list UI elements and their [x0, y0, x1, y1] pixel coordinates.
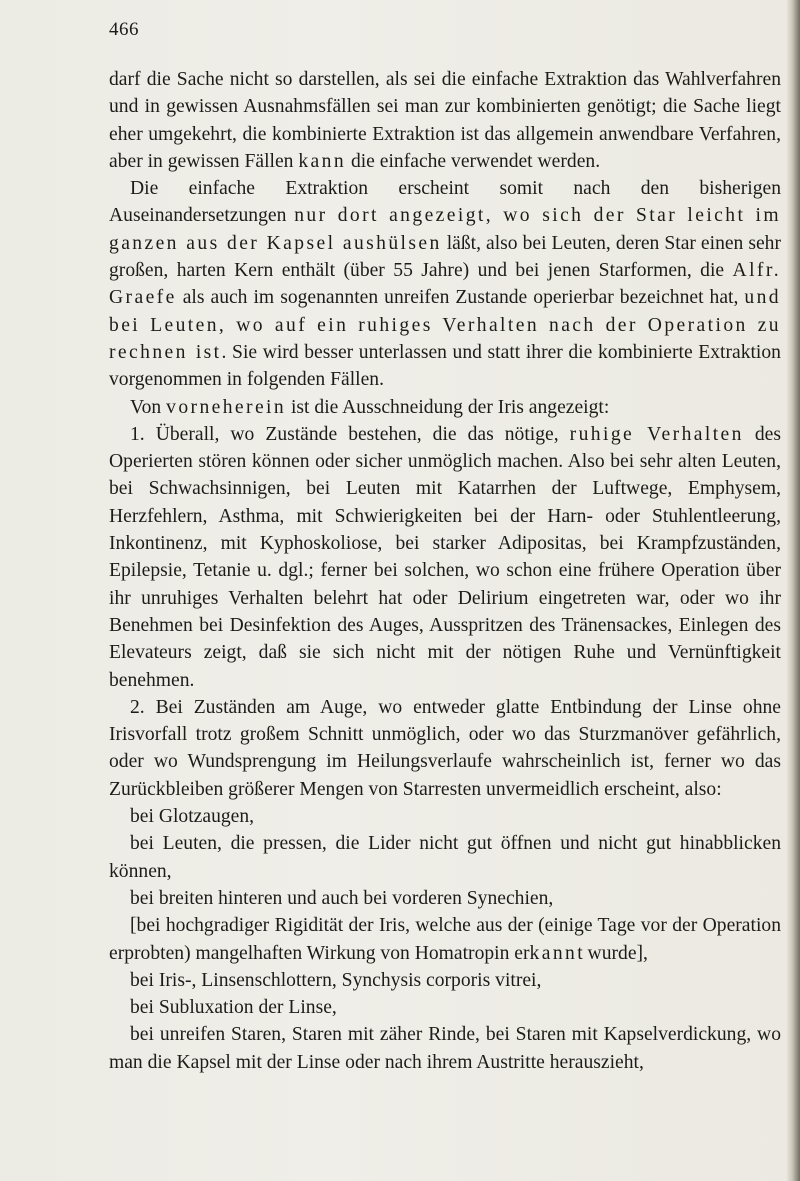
emphasis: Alfr. Graefe: [109, 260, 781, 309]
emphasis: kann: [529, 942, 578, 964]
list-item: bei Iris-, Linsenschlottern, Synchysis corporis vitrei,: [130, 969, 542, 991]
list-item: bei Leuten, die pressen, die Lider nicht gut öffnen und nicht gut hinabblicken können,: [109, 833, 781, 882]
list-item: bei Glotzaugen,: [130, 806, 255, 828]
list-item: bei Subluxation der Linse,: [130, 997, 337, 1019]
page-edge-shadow: [786, 0, 800, 1181]
list-item: 1. Überall, wo Zustände bestehen, die das nötige, ruhige Verhalten des Operierten stören können oder sicher unmöglich machen. Also bei sehr alten Leuten, bei Schwachsinnigen, bei Leuten mit Katarrhen der Luftwege, Emphysem, Herzfehlern, Asthma, mit Schwierigkeiten bei der Harn- oder Stuhlentleerung, Inkontinenz, mit Kyphoskoliose, bei starker Adipositas, bei Krampfzuständen, Epilepsie, Tetanie u. dgl.; ferner bei solchen, wo schon eine frühere Operation über ihr unruhiges Verhalten belehrt hat oder Delirium eingetreten war, oder wo ihr Benehmen bei Desinfektion des Auges, Ausspritzen des Tränensackes, Einlegen des Elevateurs zeigt, daß sie sich nicht mit der nötigen Ruhe und Vernünftigkeit benehmen.: [109, 423, 781, 691]
emphasis: ruhige Verhalten: [569, 423, 744, 445]
list-item: 2. Bei Zuständen am Auge, wo entweder glatte Entbindung der Linse ohne Irisvorfall trotz großem Schnitt unmöglich, oder wo das Sturzmanöver gefährlich, oder wo Wundsprengung im Heilungsverlaufe wahrscheinlich ist, ferner wo das Zurückbleiben größerer Mengen von Starresten unvermeidlich erscheint, also:: [109, 696, 781, 800]
list-item: bei unreifen Staren, Staren mit zäher Rinde, bei Staren mit Kapselverdickung, wo man die Kapsel mit der Linse oder nach ihrem Austritte herauszieht,: [109, 1024, 781, 1073]
emphasis: vorneherein: [166, 396, 287, 418]
body-text: [109, 66, 781, 1076]
emphasis: und bei Leuten, wo auf ein ruhiges Verhalten nach der Operation zu rechnen ist: [109, 287, 781, 363]
emphasis: kann: [298, 150, 347, 172]
paragraph: Von vorneherein ist die Ausschneidung der Iris angezeigt:: [130, 396, 610, 418]
list-item: [bei hochgradiger Rigidität der Iris, welche aus der (einige Tage vor der Operation erprobten) mangelhaften Wirkung von Homatropin erkannt wurde],: [109, 915, 781, 964]
emphasis: nur dort angezeigt, wo sich der Star leicht im ganzen aus der Kapsel aushülsen: [109, 205, 781, 254]
page-number: 466: [109, 19, 139, 40]
paragraph: darf die Sache nicht so darstellen, als sei die einfache Extraktion das Wahlverfahren und in gewissen Ausnahmsfällen sei man zur kombinierten genötigt; die Sache liegt eher umgekehrt, die kombinierte Extraktion ist das allgemein anwendbare Verfahren, aber in gewissen Fällen kann die einfache verwendet werden.: [109, 69, 781, 172]
list-item: bei breiten hinteren und auch bei vorderen Synechien,: [130, 887, 554, 909]
paragraph: Die einfache Extraktion erscheint somit nach den bisherigen Auseinandersetzungen nur dort angezeigt, wo sich der Star leicht im ganzen aus der Kapsel aushülsen läßt, also bei Leuten, deren Star einen sehr großen, harten Kern enthält (über 55 Jahre) und bei jenen Starformen, die Alfr. Graefe als auch im sogenannten unreifen Zustande operierbar bezeichnet hat, und bei Leuten, wo auf ein ruhiges Verhalten nach der Operation zu rechnen ist. Sie wird besser unterlassen und statt ihrer die kombinierte Extraktion vorgenommen in folgenden Fällen.: [109, 178, 782, 391]
